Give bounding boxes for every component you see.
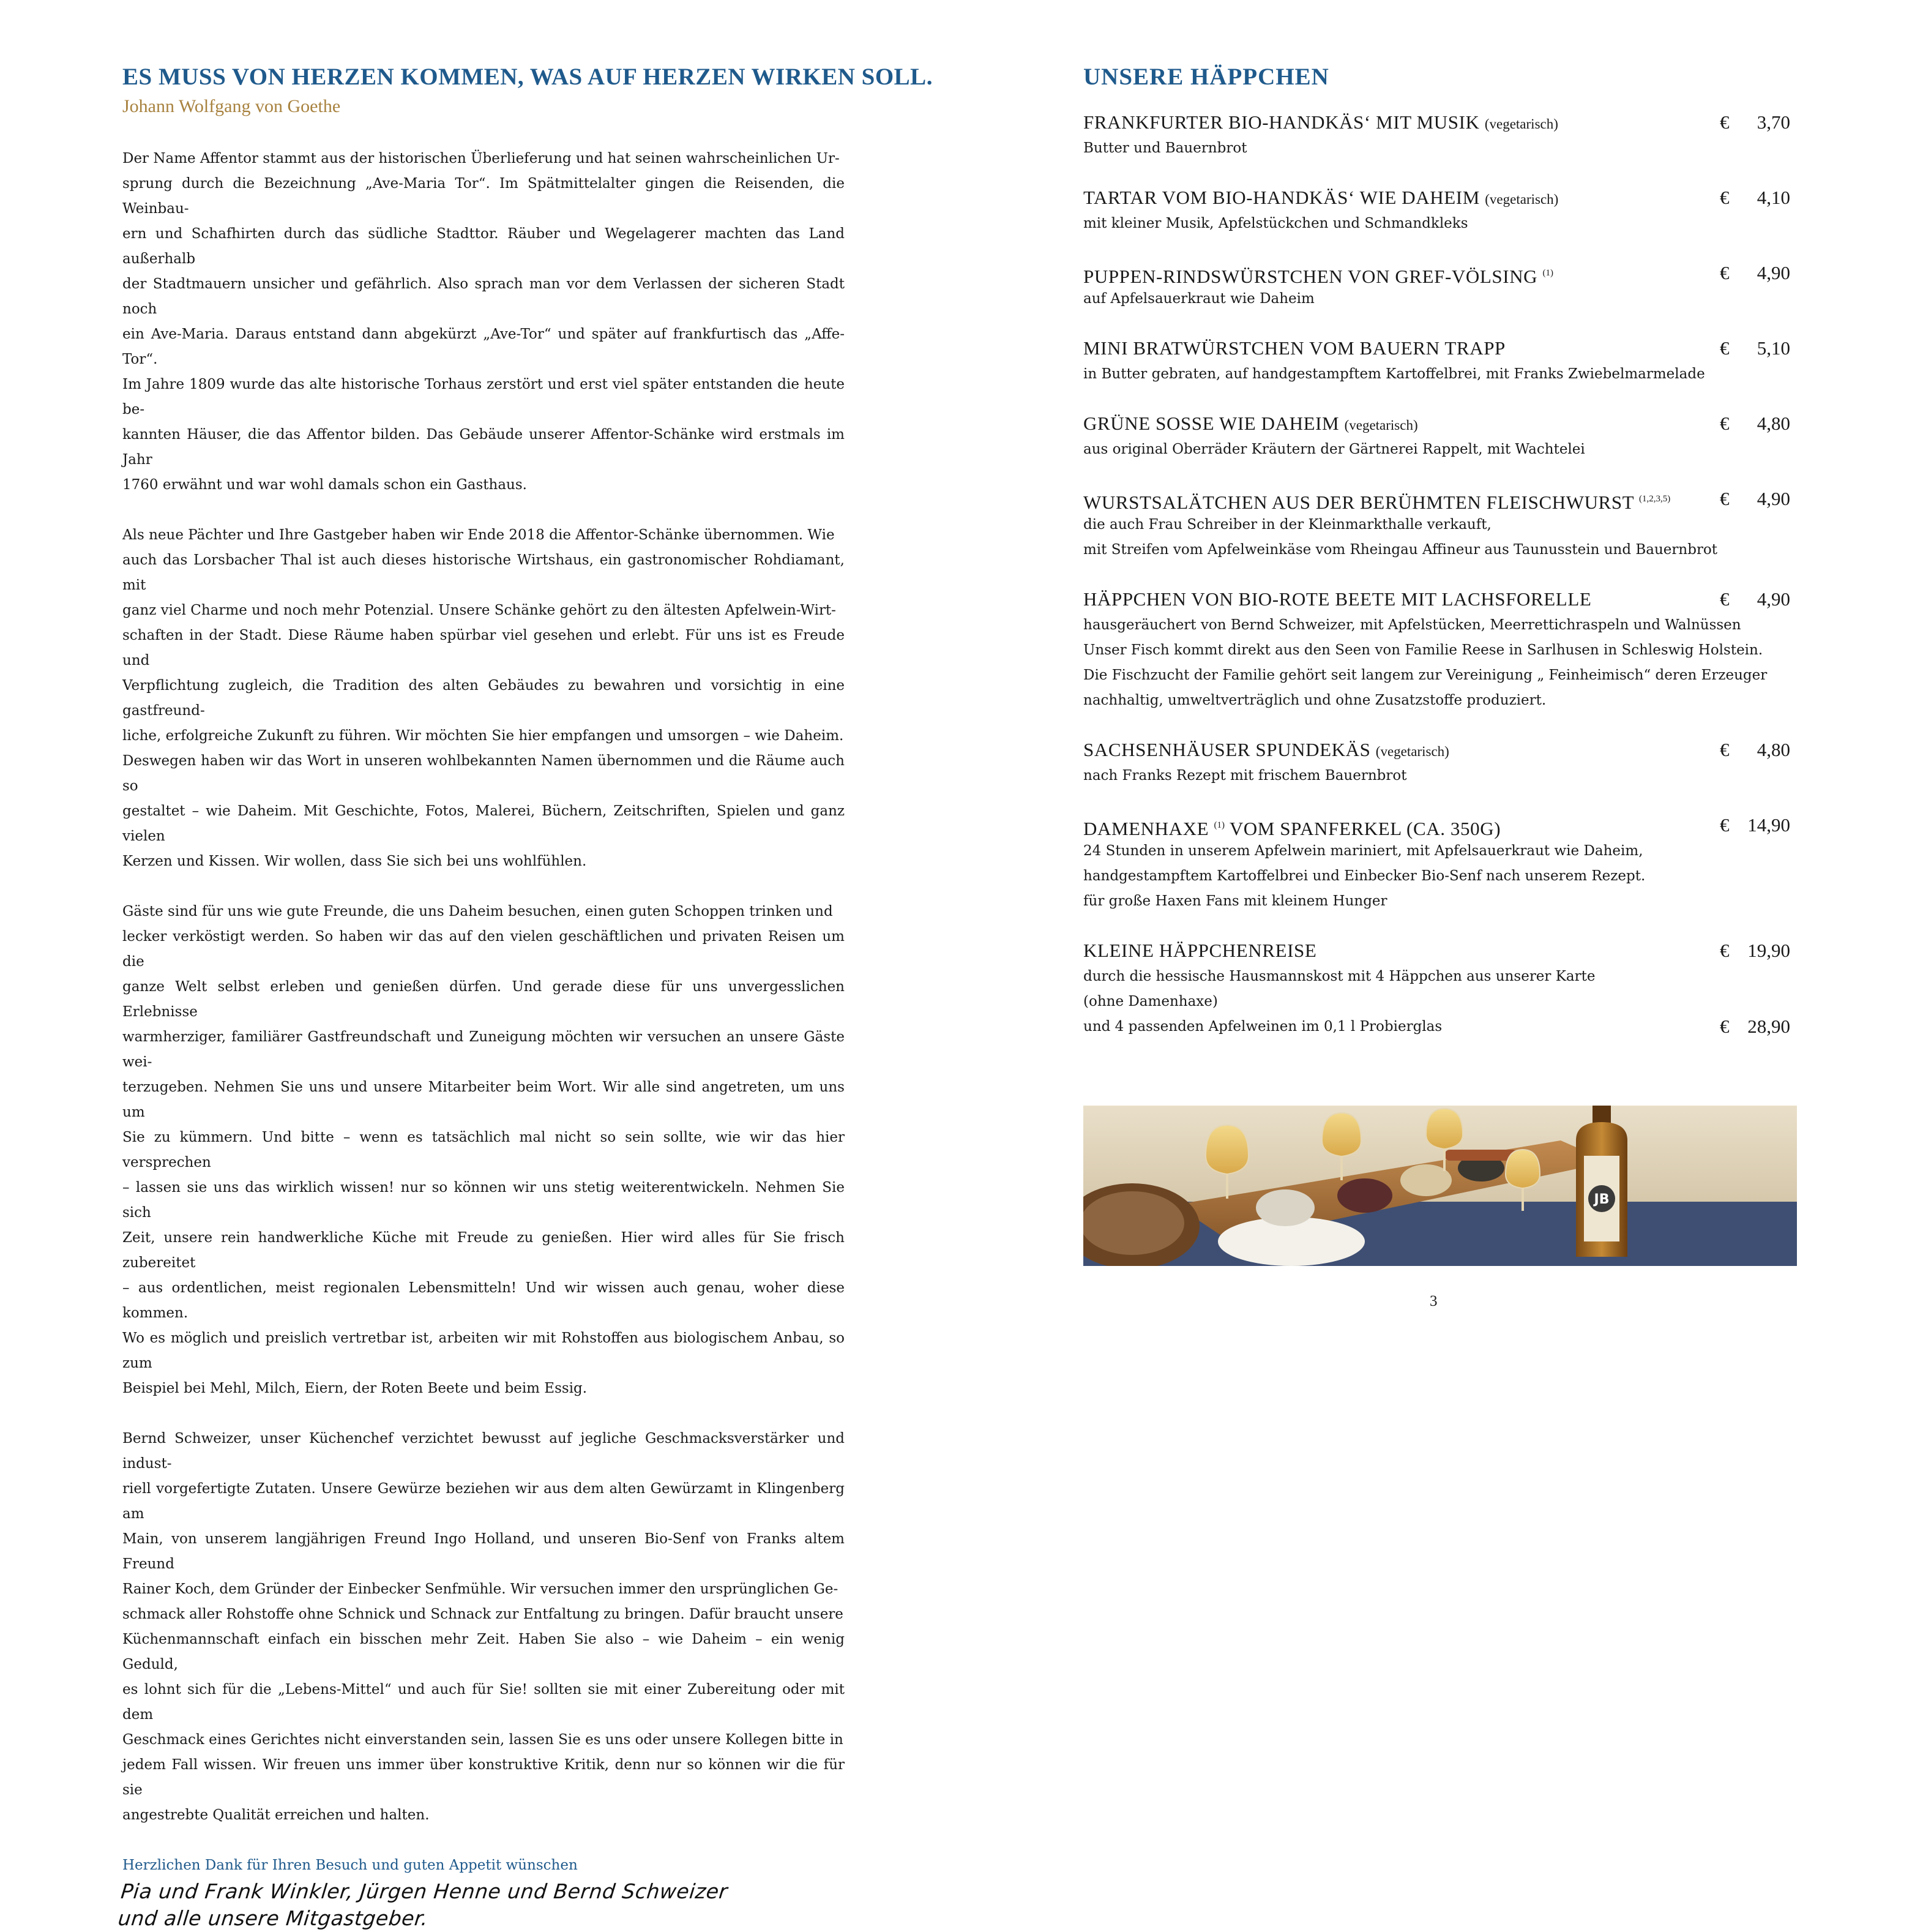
quote-author: Johann Wolfgang von Goethe (122, 96, 341, 116)
menu-item (1083, 335, 1796, 387)
dish-price: € 4,10 (1720, 187, 1790, 208)
dish-price: € 14,90 (1720, 814, 1790, 836)
dish-price: € 4,80 (1720, 413, 1790, 434)
dish-name: SACHSENHÄUSER SPUNDEKÄS (vegetarisch) (1083, 739, 1449, 760)
right-page (1083, 61, 1796, 1063)
allergen-note: (1) (1542, 268, 1554, 278)
dish-extra-price: € 28,90 (1720, 1016, 1790, 1037)
dish-price: € 4,90 (1720, 262, 1790, 283)
dish-description: aus original Oberräder Kräutern der Gärtnerei Rappelt, mit Wachtelei (1083, 441, 1585, 457)
dish-price: € 5,10 (1720, 337, 1790, 359)
dish-price: € 4,90 (1720, 488, 1790, 509)
dish-name: KLEINE HÄPPCHENREISE (1083, 940, 1317, 961)
menu-item (1083, 260, 1796, 312)
thanks-line: Herzlichen Dank für Ihren Besuch und guten Appetit wünschen (122, 1857, 578, 1873)
dish-description: 24 Stunden in unserem Apfelwein mariniert, mit Apfelsauerkraut wie Daheim, handgestampftem Kartoffelbrei und Einbecker Bio-Senf nach unserem Rezept. für große Haxen Fans mit kleinem Hunger (1083, 843, 1646, 909)
paragraph-history: Der Name Affentor stammt aus der historischen Überlieferung und hat seinen wahrscheinlichen Ur- sprung durch die Bezeichnung „Ave-Maria Tor“. Im Spätmittelalter gingen die Reisenden, die Weinbau- ern und Schafhirten durch das südliche Stadttor. Räuber und Wegelagerer machten das Land außerhalb der Stadtmauern unsicher und gefährlich. Also sprach man vor dem Verlassen der sicheren Stadt noch ein Ave-Maria. Daraus entstand dann abgekürzt „Ave-Tor“ und später auf frankfurtisch das „Affe-Tor“. Im Jahre 1809 wurde das alte historische Torhaus zerstört und erst viel später entstanden die heute be- kannten Häuser, die das Affentor bilden. Das Gebäude unserer Affentor-Schänke wird erstmals im Jahr 1760 erwähnt und war wohl damals schon ein Gasthaus. (122, 151, 845, 493)
menu-item (1083, 586, 1796, 713)
dish-description: in Butter gebraten, auf handgestampftem Kartoffelbrei, mit Franks Zwiebelmarmelade (1083, 366, 1705, 382)
food-photo (1083, 1106, 1797, 1266)
goethe-quote: ES MUSS VON HERZEN KOMMEN, WAS AUF HERZEN WIRKEN SOLL. (122, 64, 933, 90)
dish-description: durch die hessische Hausmannskost mit 4 Häppchen aus unserer Karte (ohne Damenhaxe) (1083, 968, 1596, 1009)
menu-item (1083, 736, 1796, 788)
menu-item (1083, 485, 1796, 563)
dish-price: € 19,90 (1720, 940, 1790, 961)
left-page (117, 61, 933, 1932)
dish-description: Butter und Bauernbrot (1083, 140, 1247, 156)
allergen-note: (1,2,3,5) (1639, 494, 1671, 504)
dish-extra-option: und 4 passenden Apfelweinen im 0,1 l Probierglas (1083, 1019, 1443, 1035)
menu-item (1083, 812, 1796, 914)
dish-description: die auch Frau Schreiber in der Kleinmarkthalle verkauft, mit Streifen vom Apfelweinkäse vom Rheingau Affineur aus Taunusstein und Bauernbrot (1083, 517, 1718, 558)
menu-item-tour (1083, 937, 1796, 1039)
menu-item (1083, 410, 1796, 462)
signature: Pia und Frank Winkler, Jürgen Henne und Bernd Schweizer und alle unsere Mitgastgeber. (117, 1879, 729, 1930)
dish-name: HÄPPCHEN VON BIO-ROTE BEETE MIT LACHSFORELLE (1083, 588, 1592, 610)
menu-item (1083, 109, 1796, 161)
food-photo-illustration (1083, 1106, 1797, 1266)
allergen-note: (1) (1214, 820, 1225, 830)
menu-heading: UNSERE HÄPPCHEN (1083, 64, 1329, 90)
dish-name: PUPPEN-RINDSWÜRSTCHEN VON GREF-VÖLSING $^{(1)}$ (1083, 266, 1554, 287)
paragraph-kitchen: Bernd Schweizer, unser Küchenchef verzichtet bewusst auf jegliche Geschmacksverstärker und indust- riell vorgefertigte Zutaten. Unsere Gewürze beziehen wir aus dem alten Gewürzamt in Klingenberg am Main, von unserem langjährigen Freund Ingo Holland, und unseren Bio-Senf von Franks altem Freund Rainer Koch, dem Gründer der Einbecker Senfmühle. Wir versuchen immer den ursprünglichen Ge- schmack aller Rohstoffe ohne Schnick und Schnack zur Entfaltung zu bringen. Dafür braucht unsere Küchenmannschaft einfach ein bisschen mehr Zeit. Haben Sie also – wie Daheim – ein wenig Geduld, es lohnt sich für die „Lebens-Mittel“ und auch für Sie! sollten sie mit einer Zubereitung oder mit dem Geschmack eines Gerichtes nicht einverstanden sein, lassen Sie es uns oder unsere Kollegen bitte in jedem Fall wissen. Wir freuen uns immer über konstruktive Kritik, denn nur so können wir die für sie angestrebte Qualität erreichen und halten. (122, 1431, 845, 1823)
dish-name: MINI BRATWÜRSTCHEN VOM BAUERN TRAPP (1083, 337, 1506, 359)
dish-name: TARTAR VOM BIO-HANDKÄS‘ WIE DAHEIM (vegetarisch) (1083, 187, 1559, 208)
dish-description: hausgeräuchert von Bernd Schweizer, mit Apfelstücken, Meerrettichraspeln und Walnüssen Unser Fisch kommt direkt aus den Seen von Familie Reese in Sarlhusen in Schleswig Holstein. Die Fischzucht der Familie gehört seit langem zur Vereinigung „ Feinheimisch“ deren Erzeuger nachhaltig, umweltverträglich und ohne Zusatzstoffe produziert. (1083, 617, 1768, 708)
dish-name: WURSTSALÄTCHEN AUS DER BERÜHMTEN FLEISCHWURST $^{(1,2,3,5)}$ (1083, 492, 1671, 513)
dish-price: € 4,90 (1720, 588, 1790, 610)
dish-price: € 3,70 (1720, 111, 1790, 133)
dish-description: auf Apfelsauerkraut wie Daheim (1083, 291, 1315, 307)
page-number: 3 (1430, 1293, 1438, 1309)
dish-name: FRANKFURTER BIO-HANDKÄS‘ MIT MUSIK (vegetarisch) (1083, 111, 1558, 133)
dish-name: GRÜNE SOSSE WIE DAHEIM (vegetarisch) (1083, 413, 1418, 434)
dish-description: mit kleiner Musik, Apfelstückchen und Schmandkleks (1083, 215, 1468, 231)
paragraph-hosts: Als neue Pächter und Ihre Gastgeber haben wir Ende 2018 die Affentor-Schänke übernommen. Wie auch das Lorsbacher Thal ist auch dieses historische Wirtshaus, ein gastronomischer Rohdiamant, mit ganz viel Charme und noch mehr Potenzial. Unsere Schänke gehört zu den ältesten Apfelwein-Wirt- schaften in der Stadt. Diese Räume haben spürbar viel gesehen und erlebt. Für uns ist es Freude und Verpflichtung zugleich, die Tradition des alten Gebäudes zu bewahren und vorsichtig in eine gastfreund- liche, erfolgreiche Zukunft zu führen. Wir möchten Sie hier empfangen und umsorgen – wie Daheim. Deswegen haben wir das Wort in unseren wohlbekannten Namen übernommen und die Räume auch so gestaltet – wie Daheim. Mit Geschichte, Fotos, Malerei, Büchern, Zeitschriften, Spielen und ganz vielen Kerzen und Kissen. Wir wollen, dass Sie sich bei uns wohlfühlen. (122, 527, 845, 869)
bottle-label: JB (1594, 1192, 1610, 1207)
menu-item (1083, 184, 1796, 236)
dish-description: nach Franks Rezept mit frischem Bauernbrot (1083, 768, 1407, 784)
dish-name: DAMENHAXE $^{(1)}$ VOM SPANFERKEL (CA. 350G) (1083, 818, 1501, 839)
dish-price: € 4,80 (1720, 739, 1790, 760)
paragraph-guests: Gäste sind für uns wie gute Freunde, die uns Daheim besuchen, einen guten Schoppen trinken und lecker verköstigt werden. So haben wir das auf den vielen geschäftlichen und privaten Reisen um die ganze Welt selbst erleben und genießen dürfen. Und gerade diese für uns unvergesslichen Erlebnisse warmherziger, familiärer Gastfreundschaft und Zuneigung möchten wir versuchen an unsere Gäste wei- terzugeben. Nehmen Sie uns und unsere Mitarbeiter beim Wort. Wir alle sind angetreten, um uns um Sie zu kümmern. Und bitte – wenn es tatsächlich mal nicht so sein sollte, wie wir das hier versprechen – lassen sie uns das wirklich wissen! nur so können wir uns stetig weiterentwickeln. Nehmen Sie sich Zeit, unsere rein handwerkliche Küche mit Freude zu genießen. Hier wird alles für Sie frisch zubereitet – aus ordentlichen, meist regionalen Lebensmitteln! Und wir wissen auch genau, woher diese kommen. Wo es möglich und preislich vertretbar ist, arbeiten wir mit Rohstoffen aus biologischem Anbau, so zum Beispiel bei Mehl, Milch, Eiern, der Roten Beete und beim Essig. (122, 904, 845, 1396)
